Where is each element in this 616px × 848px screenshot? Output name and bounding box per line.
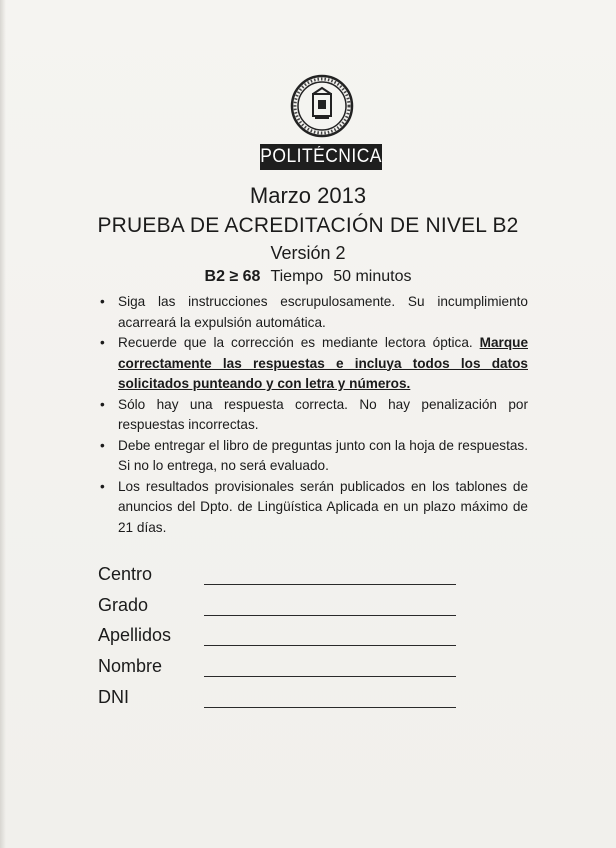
bullet-icon: • bbox=[100, 437, 105, 453]
exam-requirements bbox=[0, 268, 616, 286]
time-label: Tiempo bbox=[270, 268, 324, 285]
field-nombre bbox=[98, 654, 468, 685]
field-apellidos bbox=[98, 623, 468, 654]
field-centro bbox=[98, 562, 468, 593]
field-dni bbox=[98, 685, 468, 716]
dni-input-line[interactable] bbox=[204, 707, 456, 708]
instruction-text: Siga las instrucciones escrupulosamente. Su incumplimiento acarreará la expulsión automática. bbox=[118, 294, 528, 330]
bullet-icon: • bbox=[100, 294, 105, 309]
instruction-item bbox=[98, 292, 528, 333]
instruction-item bbox=[98, 395, 528, 436]
brand-text: POLITÉCNICA bbox=[260, 146, 382, 167]
field-label: Grado bbox=[98, 594, 149, 615]
passing-score: B2 ≥ 68 bbox=[204, 268, 261, 285]
bullet-icon: • bbox=[100, 335, 105, 350]
instruction-text: Sólo hay una respuesta correcta. No hay penalización por respuestas incorrectas. bbox=[118, 396, 528, 432]
instruction-item bbox=[98, 477, 528, 539]
instruction-emphasis: Marque correctamente las respuestas e incluya todos los datos solicitados punteando y con letra y números. bbox=[118, 335, 528, 391]
centro-input-line[interactable] bbox=[204, 584, 456, 585]
instruction-text: Los resultados provisionales serán publicados en los tablones de anuncios del Dpto. de Lingüística Aplicada en un plazo máximo de 21 días. bbox=[118, 478, 528, 535]
exam-version: Versión 2 bbox=[270, 243, 346, 263]
field-grado bbox=[98, 593, 468, 624]
student-data-form bbox=[98, 562, 468, 715]
bullet-icon: • bbox=[100, 396, 105, 412]
exam-duration: 50 minutos bbox=[333, 268, 412, 285]
scan-edge-shadow bbox=[0, 0, 6, 848]
exam-date: Marzo 2013 bbox=[249, 183, 367, 208]
nombre-input-line[interactable] bbox=[204, 676, 456, 677]
field-label: Apellidos bbox=[98, 625, 172, 646]
university-seal-icon bbox=[290, 74, 354, 138]
bullet-icon: • bbox=[100, 478, 105, 494]
instruction-text: Debe entregar el libro de preguntas junto con la hoja de respuestas. Si no lo entrega, no será evaluado. bbox=[118, 437, 528, 473]
field-label: DNI bbox=[98, 686, 129, 707]
instruction-item bbox=[98, 333, 528, 395]
field-label: Nombre bbox=[98, 656, 163, 677]
instructions-list bbox=[98, 292, 528, 538]
instruction-item bbox=[98, 436, 528, 477]
apellidos-input-line[interactable] bbox=[204, 645, 456, 646]
exam-title: PRUEBA DE ACREDITACIÓN DE NIVEL B2 bbox=[97, 214, 519, 237]
grado-input-line[interactable] bbox=[204, 615, 456, 616]
instruction-text: Recuerde que la corrección es mediante lectora óptica. bbox=[118, 335, 473, 350]
field-label: Centro bbox=[98, 564, 153, 584]
university-brand-label bbox=[260, 144, 382, 170]
